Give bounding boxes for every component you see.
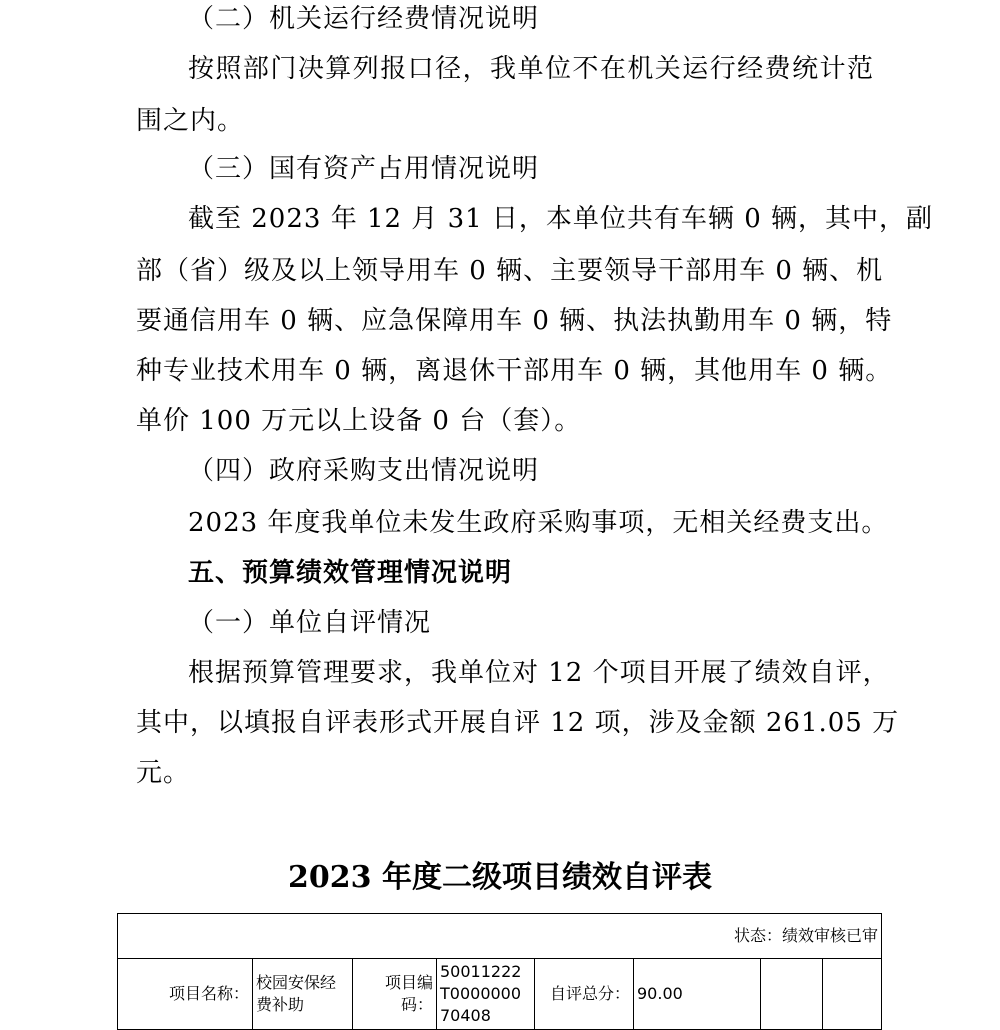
section-ii-heading: （二）机关运行经费情况说明 [188,4,540,34]
section-iii-heading: （三）国有资产占用情况说明 [188,154,540,184]
empty-cell [823,959,882,1030]
section-iii-line-1: 截至 2023 年 12 月 31 日，本单位共有车辆 0 辆，其中，副 [188,204,933,234]
score-label: 自评总分： [535,959,634,1030]
section-iv-line-1: 2023 年度我单位未发生政府采购事项，无相关经费支出。 [188,508,889,538]
status-row [118,914,882,959]
section-iv-heading: （四）政府采购支出情况说明 [188,456,540,486]
project-name-label: 项目名称： [118,959,253,1030]
performance-evaluation-table [117,913,882,1030]
section-ii-line-2: 围之内。 [136,106,245,136]
empty-cell [761,959,823,1030]
project-name-value: 校园安保经费补助 [253,959,353,1030]
project-info-row [118,959,882,1030]
section-ii-line-1: 按照部门决算列报口径，我单位不在机关运行经费统计范 [188,54,874,84]
section-5-line-2: 其中，以填报自评表形式开展自评 12 项，涉及金额 261.05 万 [136,708,900,738]
project-code-value: 50011222T000000070408 [437,959,535,1030]
section-iii-line-4: 种专业技术用车 0 辆，离退休干部用车 0 辆，其他用车 0 辆。 [136,356,893,386]
project-code-label: 项目编码： [353,959,437,1030]
status-text: 状态：绩效审核已审 [118,914,882,959]
section-5-line-3: 元。 [136,758,191,788]
section-5-sub-heading: （一）单位自评情况 [188,608,432,638]
section-5-line-1: 根据预算管理要求，我单位对 12 个项目开展了绩效自评， [188,658,890,688]
section-iii-line-5: 单价 100 万元以上设备 0 台（套）。 [136,406,582,436]
section-iii-line-2: 部（省）级及以上领导用车 0 辆、主要领导干部用车 0 辆、机 [136,256,884,286]
score-value: 90.00 [634,959,761,1030]
section-iii-line-3: 要通信用车 0 辆、应急保障用车 0 辆、执法执勤用车 0 辆，特 [136,306,893,336]
table-title: 2023 年度二级项目绩效自评表 [288,860,712,895]
section-5-heading: 五、预算绩效管理情况说明 [188,558,513,588]
